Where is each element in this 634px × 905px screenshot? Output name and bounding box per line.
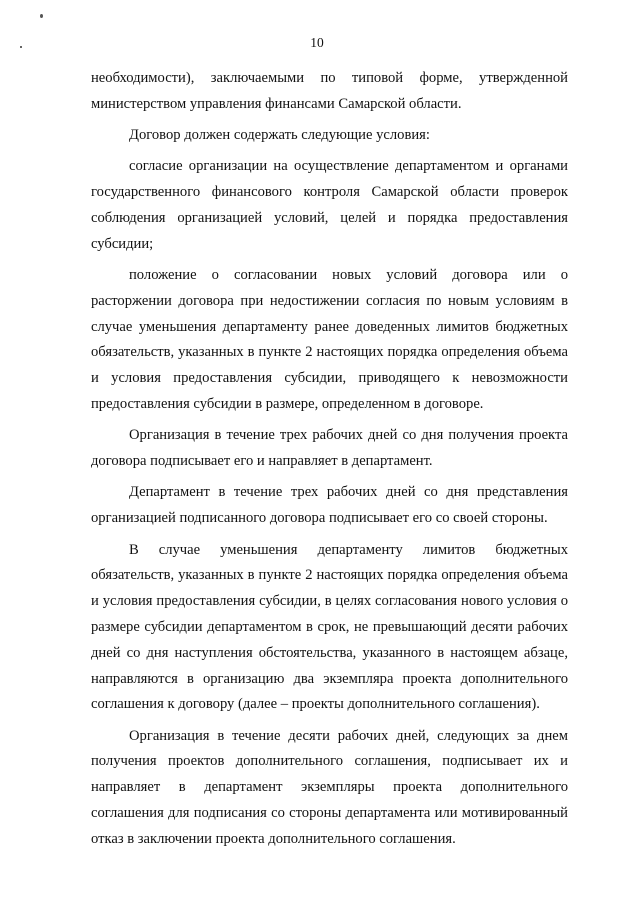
paragraph-1: необходимости), заключаемыми по типовой форме, утвержденной министерством управления финансами Самарской области.: [91, 70, 568, 112]
paragraph-4: положение о согласовании новых условий договора или о расторжении договора при недостижении согласия по новым условиям в случае уменьшения департаменту ранее доведенных лимитов бюджетных обязательств, указанных в пункте 2 настоящих порядка определения объема и условия предоставления субсидии, приводящего к невозможности предоставления субсидии в размере, определенном в договоре.: [91, 267, 568, 413]
paragraph-7: В случае уменьшения департаменту лимитов бюджетных обязательств, указанных в пункте 2 настоящих порядка определения объема и условия предоставления субсидии, в целях согласования нового условия о размере субсидии департаментом в срок, не превышающий десяти рабочих дней со дня наступления обстоятельства, указанного в настоящем абзаце, направляются в организацию два экземпляра проекта дополнительного соглашения к договору (далее – проекты дополнительного соглашения).: [91, 541, 568, 713]
paragraph-2: Договор должен содержать следующие условия:: [129, 127, 430, 144]
paragraph-8: Организация в течение десяти рабочих дней, следующих за днем получения проектов дополнительного соглашения, подписывает их и направляет в департамент экземпляры проекта дополнительного соглашения для подписания со стороны департамента или мотивированный отказ в заключении проекта дополнительного соглашения.: [91, 727, 568, 847]
page-number: 10: [310, 35, 324, 50]
paragraph-6: Департамент в течение трех рабочих дней со дня представления организацией подписанного договора подписывает его со своей стороны.: [91, 484, 568, 527]
document-body: [91, 66, 568, 853]
paragraph-5: Организация в течение трех рабочих дней со дня получения проекта договора подписывает его и направляет в департамент.: [91, 427, 568, 470]
paragraph-3: согласие организации на осуществление департаментом и органами государственного финансового контроля Самарской области проверок соблюдения организацией условий, целей и порядка предоставления субсидии;: [91, 158, 568, 252]
scan-speck: [40, 14, 43, 18]
